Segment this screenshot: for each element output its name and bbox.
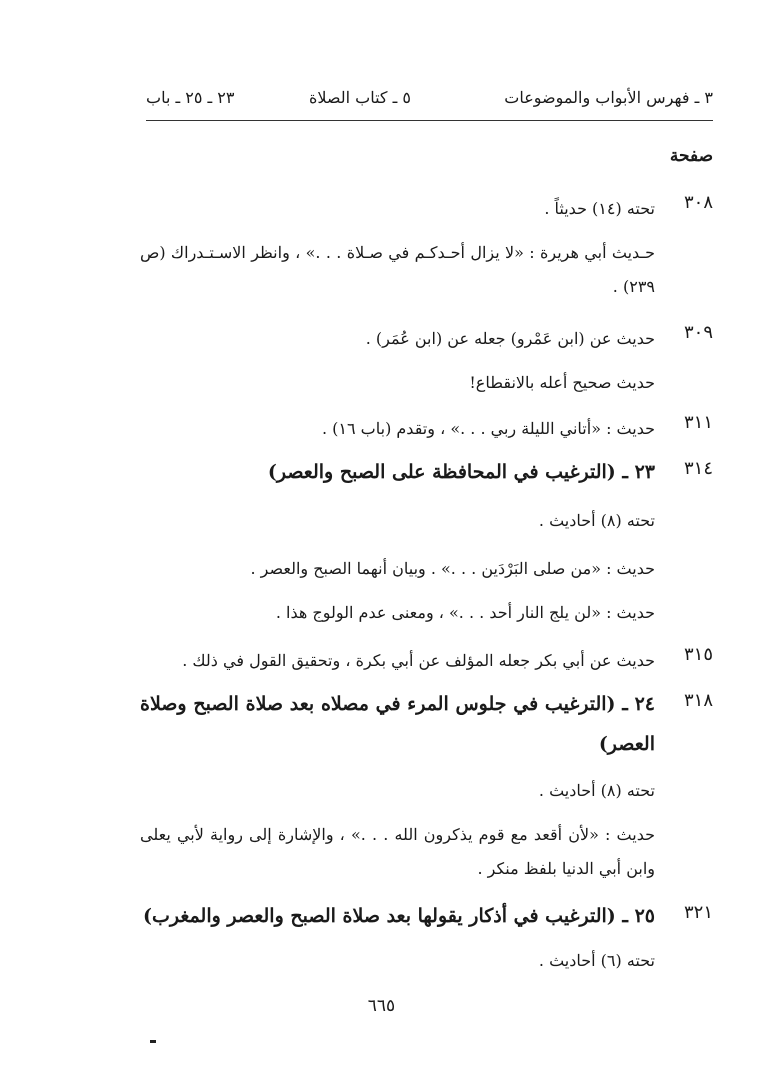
entry-page-number: ٣١٤ bbox=[683, 458, 713, 479]
running-header bbox=[146, 88, 713, 114]
index-entry bbox=[140, 366, 713, 400]
header-sections: ٢٣ ـ ٢٥ ـ باب bbox=[146, 88, 235, 107]
entry-text: حديث : «أتاني الليلة ربي . . .» ، وتقدم (باب ١٦) . bbox=[321, 419, 655, 438]
index-entry bbox=[140, 412, 713, 446]
index-entry bbox=[140, 818, 713, 886]
section-heading: ٢٥ ـ (الترغيب في أذكار يقولها بعد صلاة الصبح والعصر والمغرب) bbox=[143, 905, 655, 927]
entry-text: حديث : «لأن أقعد مع قوم يذكرون الله . . .» ، والإشارة إلى رواية لأبي يعلى وابن أبي الدنيا بلفظ منكر . bbox=[140, 825, 655, 878]
entry-page-number: ٣٠٩ bbox=[683, 322, 713, 343]
entry-text: حديث صحيح أعله بالانقطاع! bbox=[469, 373, 655, 392]
index-entry bbox=[140, 896, 713, 936]
entry-text: تحته (٨) أحاديث . bbox=[538, 511, 655, 530]
index-entry bbox=[140, 504, 713, 538]
index-entry bbox=[140, 236, 713, 304]
entry-text: حديث عن أبي بكر جعله المؤلف عن أبي بكرة ، وتحقيق القول في ذلك . bbox=[182, 651, 655, 670]
entry-page-number: ٣١٨ bbox=[683, 690, 713, 711]
entry-page-number: ٣٠٨ bbox=[683, 192, 713, 213]
entry-text: حديث : «من صلى البَرْدَين . . .» . وبيان أنهما الصبح والعصر . bbox=[250, 559, 655, 578]
page-column-label: صفحة bbox=[669, 146, 713, 166]
entry-text: تحته (٦) أحاديث . bbox=[538, 951, 655, 970]
index-entry bbox=[140, 596, 713, 630]
index-entry bbox=[140, 944, 713, 978]
index-entry bbox=[140, 452, 713, 492]
index-entry bbox=[140, 192, 713, 226]
entry-page-number: ٣٢١ bbox=[683, 902, 713, 923]
entry-page-number: ٣١٥ bbox=[683, 644, 713, 665]
entry-page-number: ٣١١ bbox=[683, 412, 713, 433]
header-book: ٥ ـ كتاب الصلاة bbox=[308, 88, 411, 107]
entry-text: حديث : «لن يلج النار أحد . . .» ، ومعنى عدم الولوج هذا . bbox=[275, 603, 655, 622]
header-chapter: ٣ ـ فهرس الأبواب والموضوعات bbox=[504, 88, 713, 107]
index-entry bbox=[140, 322, 713, 356]
section-heading: ٢٤ ـ (الترغيب في جلوس المرء في مصلاه بعد صلاة الصبح وصلاة العصر) bbox=[140, 693, 655, 755]
header-divider bbox=[146, 120, 713, 121]
entry-text: تحته (١٤) حديثاً . bbox=[544, 199, 655, 218]
index-entry bbox=[140, 552, 713, 586]
section-heading: ٢٣ ـ (الترغيب في المحافظة على الصبح والعصر) bbox=[267, 461, 655, 483]
index-entry bbox=[140, 774, 713, 808]
entry-text: تحته (٨) أحاديث . bbox=[538, 781, 655, 800]
entry-text: حديث عن (ابن عَمْرو) جعله عن (ابن عُمَر) . bbox=[365, 329, 655, 348]
entry-text: حـديث أبي هريرة : «لا يزال أحـدكـم في صـلاة . . .» ، وانظر الاسـتـدراك (ص ٢٣٩) . bbox=[140, 243, 655, 296]
index-entry bbox=[140, 644, 713, 678]
page-number: ٦٦٥ bbox=[367, 996, 396, 1016]
print-mark bbox=[150, 1040, 156, 1043]
index-entry bbox=[140, 684, 713, 764]
